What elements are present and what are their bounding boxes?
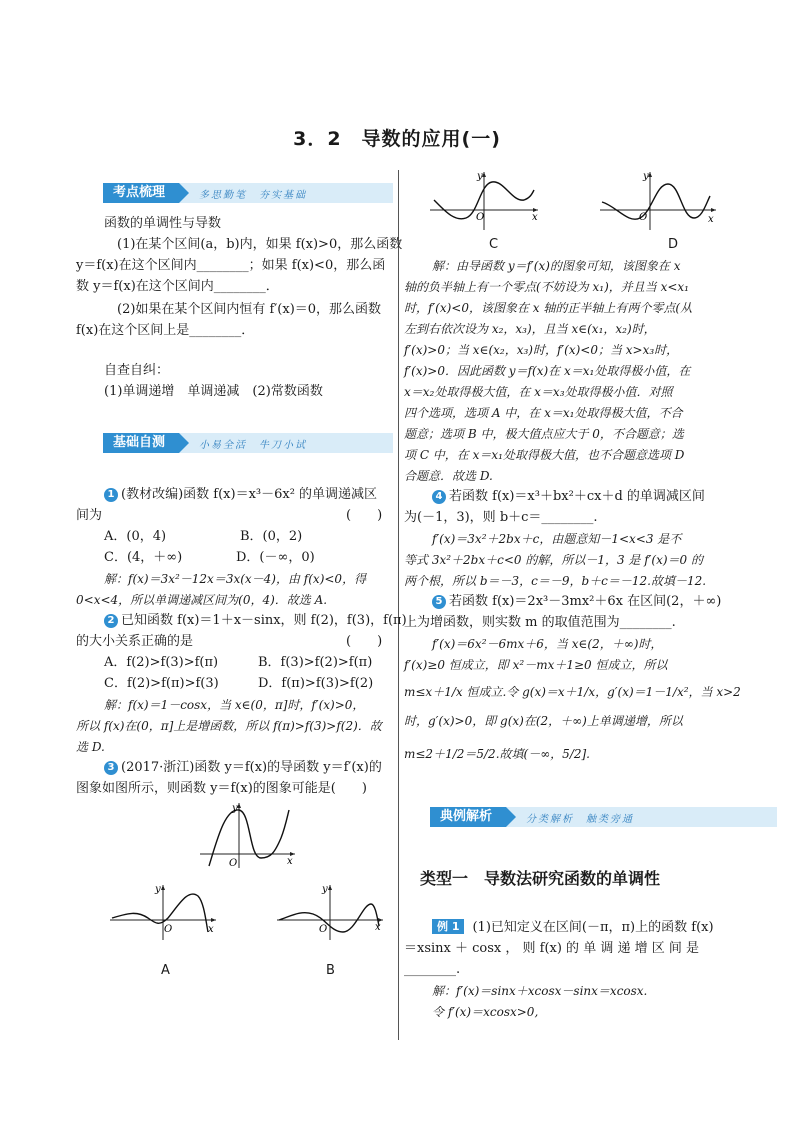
q5-solution: f′(x)＝6x²－6mx＋6，当 x∈(2，＋∞)时， xyxy=(432,637,663,651)
q4-number: 4 xyxy=(432,490,446,504)
example-1-stem: 例 1 (1)已知定义在区间(－π，π)上的函数 f(x) xyxy=(432,918,714,938)
banner-kaodian xyxy=(103,183,393,203)
example-1-solution: 解：f′(x)＝sinx＋xcosx－sinx＝xcosx. xyxy=(432,984,648,998)
q3-solution: 四个选项，选项 A 中，在 x＝x₁处取得极大值，不合 xyxy=(404,406,683,420)
q4-solution: 两个根，所以 b＝－3，c＝－9，b＋c＝－12.故填－12. xyxy=(404,574,707,588)
example-1-blank: ________. xyxy=(404,962,461,977)
example-1-solution: 令 f′(x)＝xcosx>0, xyxy=(432,1005,539,1019)
svg-text:y: y xyxy=(643,171,649,182)
q2-number: 2 xyxy=(104,614,118,628)
graph-option-b xyxy=(275,882,385,942)
svg-text:O: O xyxy=(476,212,485,223)
self-check-heading: 自查自纠： xyxy=(104,363,170,378)
q1-solution: 解：f(x)＝3x²－12x＝3x(x－4)，由 f(x)<0，得 xyxy=(104,572,367,586)
concept-line: (1)在某个区间(a，b)内，如果 f(x)>0，那么函数 xyxy=(104,237,403,252)
caption-b: B xyxy=(326,963,335,978)
concept-line: (2)如果在某个区间内恒有 f′(x)＝0，那么函数 xyxy=(104,302,382,317)
svg-text:y: y xyxy=(322,884,328,895)
q3-solution: 合题意．故选 D. xyxy=(404,469,493,483)
example-1-stem-cont: ＝xsinx ＋ cosx ， 则 f(x) 的 单 调 递 增 区 间 是 xyxy=(404,941,699,956)
q1-option-b: B．(0，2) xyxy=(240,529,303,544)
q2-option-d: D．f(π)>f(3)>f(2) xyxy=(258,676,374,691)
example-badge: 例 1 xyxy=(432,919,464,934)
concept-line: f(x)在这个区间上是________． xyxy=(76,323,255,338)
q2-solution: 选 D. xyxy=(76,740,105,754)
q2-stem: 2 已知函数 f(x)＝1＋x－sinx，则 f(2)，f(3)，f(π) xyxy=(104,611,407,631)
banner-label: 基础自测 xyxy=(103,433,179,453)
svg-text:y: y xyxy=(477,171,483,182)
caption-a: A xyxy=(161,963,170,978)
graph-option-c xyxy=(428,170,540,232)
q2-option-a: A．f(2)>f(3)>f(π) xyxy=(104,655,219,670)
svg-text:y: y xyxy=(232,803,238,814)
q3-number: 3 xyxy=(104,761,118,775)
q2-option-c: C．f(2)>f(π)>f(3) xyxy=(104,676,219,691)
banner-slogan: 多思勤笔 夯实基础 xyxy=(179,183,393,203)
q3-solution: 轴的负半轴上有一个零点(不妨设为 x₁)，并且当 x<x₁ xyxy=(404,280,689,294)
q3-solution: 时，f′(x)<0，该图象在 x 轴的正半轴上有两个零点(从 xyxy=(404,301,693,315)
caption-d: D xyxy=(668,237,679,252)
self-check-answer: (1)单调递增 单调递减 (2)常数函数 xyxy=(104,384,323,399)
q3-stem-cont: 图象如图所示，则函数 y＝f(x)的图象可能是( ) xyxy=(76,781,367,796)
svg-text:O: O xyxy=(639,212,648,223)
caption-c: C xyxy=(489,237,499,252)
q5-solution: 时，g′(x)>0，即 g(x)在(2，＋∞)上单调递增，所以 xyxy=(404,714,683,728)
svg-text:O: O xyxy=(164,924,173,935)
concept-heading: 函数的单调性与导数 xyxy=(104,216,222,231)
derivative-graph xyxy=(195,800,300,870)
q5-solution: m≤x＋1/x 恒成立.令 g(x)＝x＋1/x，g′(x)＝1－1/x²，当 x>2 xyxy=(404,685,741,699)
q3-solution: f′(x)>0；当 x∈(x₂，x₃)时，f′(x)<0；当 x>x₃时， xyxy=(404,343,679,357)
column-divider xyxy=(398,170,399,1040)
q4-stem: 4 若函数 f(x)＝x³＋bx²＋cx＋d 的单调减区间 xyxy=(432,487,705,507)
concept-line: y＝f(x)在这个区间内________；如果 f(x)<0，那么函 xyxy=(76,258,386,273)
q1-number: 1 xyxy=(104,488,118,502)
banner-slogan: 小易全活 牛刀小试 xyxy=(179,433,393,453)
page-title: 3．2 导数的应用(一) xyxy=(293,128,501,150)
banner-dianli xyxy=(430,807,777,827)
q2-option-b: B．f(3)>f(2)>f(π) xyxy=(258,655,373,670)
q3-solution: f′(x)>0．因此函数 y＝f(x)在 x＝x₁处取得极小值，在 xyxy=(404,364,691,378)
q3-solution: 左到右依次设为 x₂，x₃)，且当 x∈(x₁，x₂)时， xyxy=(404,322,656,336)
q1-stem: 1 (教材改编)函数 f(x)＝x³－6x² 的单调递减区 xyxy=(104,485,377,505)
banner-label: 典例解析 xyxy=(430,807,506,827)
svg-text:O: O xyxy=(319,924,328,935)
q3-solution: 项 C 中，在 x＝x₁处取得极大值，也不合题意选项 D xyxy=(404,448,685,462)
q5-solution: f′(x)≥0 恒成立，即 x²－mx＋1≥0 恒成立，所以 xyxy=(404,658,668,672)
q1-solution: 0<x<4，所以单调递减区间为(0，4)．故选 A. xyxy=(76,593,328,607)
q3-stem: 3 (2017·浙江)函数 y＝f(x)的导函数 y＝f′(x)的 xyxy=(104,758,382,778)
svg-text:x: x xyxy=(375,922,381,933)
q4-solution: f′(x)＝3x²＋2bx＋c，由题意知－1<x<3 是不 xyxy=(432,532,682,546)
q2-stem-cont: 的大小关系正确的是 xyxy=(76,634,194,649)
banner-jichu xyxy=(103,433,393,453)
q5-number: 5 xyxy=(432,595,446,609)
q3-solution: 解：由导函数 y＝f′(x)的图象可知，该图象在 x xyxy=(432,259,681,273)
q1-option-d: D．(－∞，0) xyxy=(236,550,315,565)
q1-option-c: C．(4，＋∞) xyxy=(104,550,183,565)
svg-text:O: O xyxy=(229,858,238,869)
concept-line: 数 y＝f(x)在这个区间内________． xyxy=(76,279,279,294)
graph-option-d xyxy=(598,170,718,232)
q2-solution: 解：f(x)＝1－cosx，当 x∈(0，π]时，f′(x)>0， xyxy=(104,698,365,712)
q1-option-a: A．(0，4) xyxy=(104,529,167,544)
svg-text:x: x xyxy=(708,214,714,225)
q3-solution: x＝x₂处取得极大值，在 x＝x₃处取得极小值．对照 xyxy=(404,385,673,399)
q5-stem: 5 若函数 f(x)＝2x³－3mx²＋6x 在区间(2，＋∞) xyxy=(432,592,721,612)
svg-text:y: y xyxy=(155,884,161,895)
graph-option-a xyxy=(108,882,218,942)
svg-text:x: x xyxy=(287,856,293,867)
q4-solution: 等式 3x²＋2bx＋c<0 的解，所以－1，3 是 f′(x)＝0 的 xyxy=(404,553,703,567)
q1-stem-cont: 间为 xyxy=(76,508,103,523)
q1-answer-paren: ( ) xyxy=(346,508,383,523)
svg-text:x: x xyxy=(532,212,538,223)
svg-text:x: x xyxy=(208,924,214,935)
q2-solution: 所以 f(x)在(0，π]上是增函数，所以 f(π)>f(3)>f(2)．故 xyxy=(76,719,382,733)
section-heading: 类型一 导数法研究函数的单调性 xyxy=(420,869,661,888)
banner-label: 考点梳理 xyxy=(103,183,179,203)
banner-slogan: 分类解析 触类旁通 xyxy=(506,807,777,827)
q3-solution: 题意；选项 B 中，极大值点应大于 0，不合题意；选 xyxy=(404,427,684,441)
q5-stem-cont: 上为增函数，则实数 m 的取值范围为________. xyxy=(404,615,676,630)
q5-solution: m≤2＋1/2＝5/2.故填(－∞，5/2]. xyxy=(404,747,590,761)
q4-stem-cont: 为(－1，3)，则 b＋c＝________. xyxy=(404,510,598,525)
q2-answer-paren: ( ) xyxy=(346,634,383,649)
